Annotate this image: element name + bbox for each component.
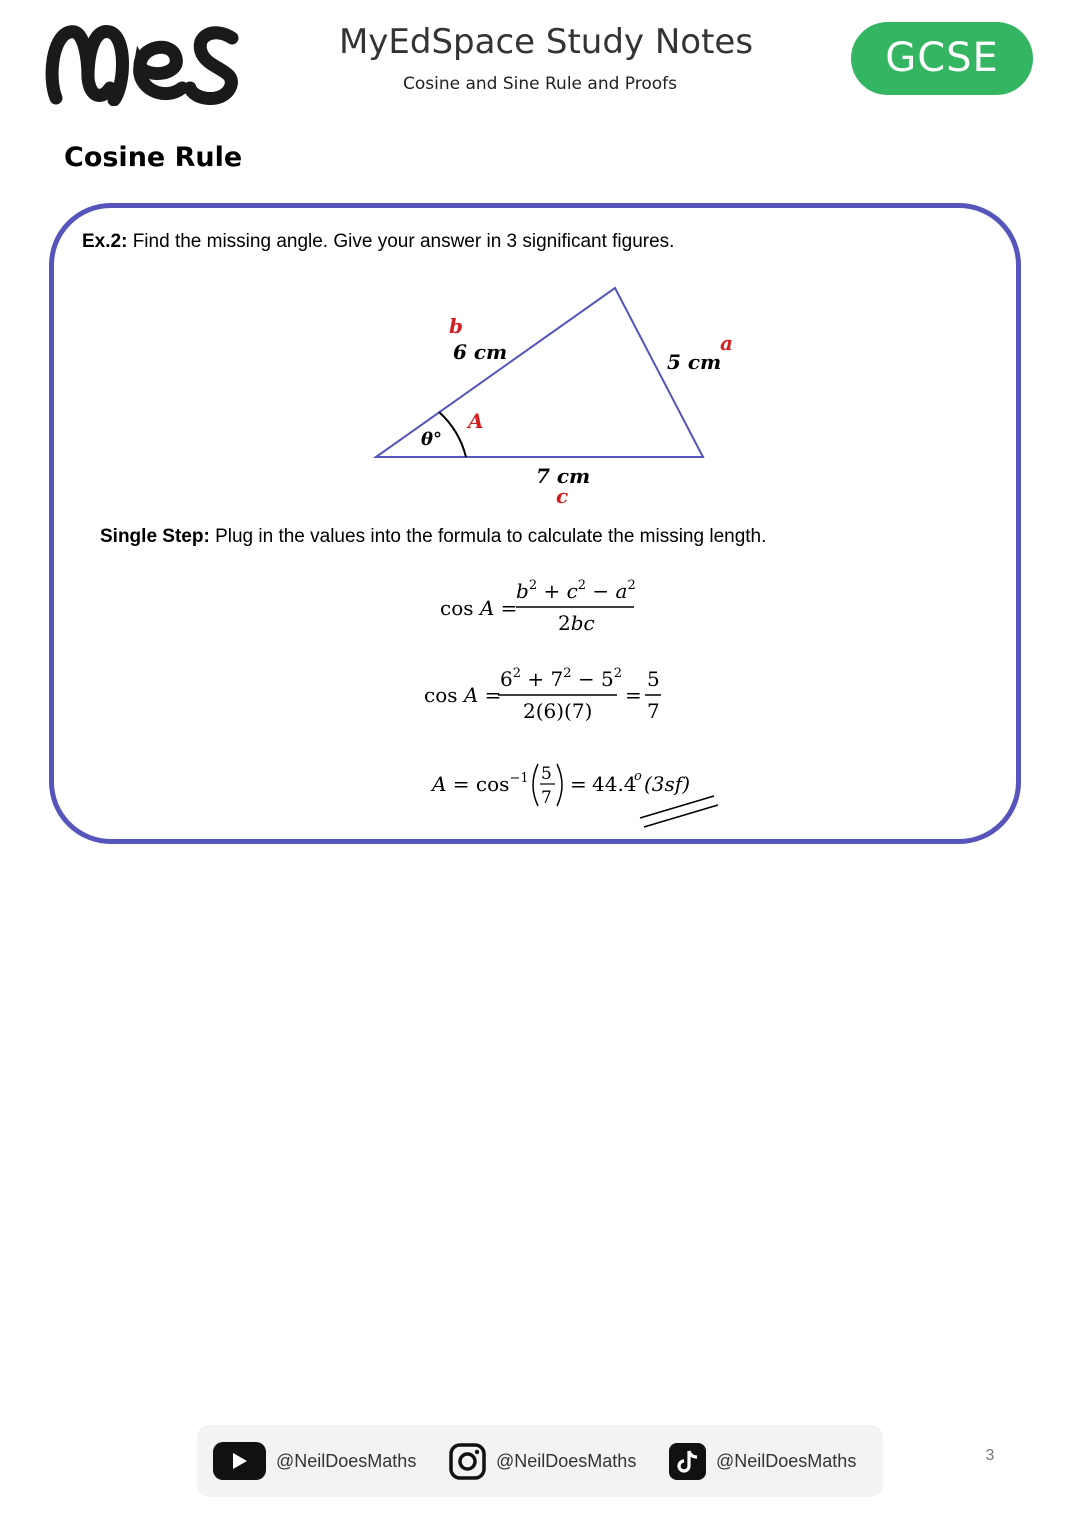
svg-text:2bc: 2bc xyxy=(558,611,595,635)
svg-text:2(6)(7): 2(6)(7) xyxy=(523,699,593,723)
svg-text:o: o xyxy=(634,769,642,784)
angle-label: A xyxy=(468,409,484,433)
page-title: MyEdSpace Study Notes xyxy=(338,22,754,62)
level-badge: GCSE xyxy=(851,22,1033,95)
side-c-label: c xyxy=(556,484,569,508)
side-b-label: b xyxy=(449,314,463,338)
svg-text:7: 7 xyxy=(541,788,552,808)
tiktok-icon xyxy=(669,1443,706,1480)
page-number: 3 xyxy=(985,1447,995,1464)
svg-text:62 + 72 − 52: $6^2 + 7^2 - 5^2$ xyxy=(500,666,622,691)
section-title: Cosine Rule xyxy=(64,142,243,173)
svg-text:b2 + c2 − a2: $b^2 + c^2 - a^2$ xyxy=(516,578,636,603)
instagram-link[interactable] xyxy=(449,1442,636,1480)
youtube-link[interactable] xyxy=(213,1442,416,1480)
step-label: Single Step: xyxy=(100,526,210,547)
side-a-length: 5 cm xyxy=(667,350,722,374)
svg-text:=: = xyxy=(570,772,587,796)
tiktok-link[interactable] xyxy=(669,1442,856,1480)
page-subtitle: Cosine and Sine Rule and Proofs xyxy=(402,74,678,94)
instagram-icon xyxy=(449,1443,486,1480)
example-card xyxy=(49,203,1021,844)
youtube-handle: @NeilDoesMaths xyxy=(276,1450,417,1471)
question-text: Find the missing angle. Give your answer in 3 significant figures. xyxy=(132,231,675,252)
instagram-handle: @NeilDoesMaths xyxy=(496,1450,637,1471)
answer-note: (3sf) xyxy=(644,772,690,796)
svg-text:7: 7 xyxy=(647,699,660,723)
youtube-icon xyxy=(213,1442,266,1480)
side-b-length: 6 cm xyxy=(453,340,508,364)
tiktok-handle: @NeilDoesMaths xyxy=(716,1450,857,1471)
example-label: Ex.2: xyxy=(82,231,128,252)
svg-text:5: 5 xyxy=(541,764,552,784)
step-text: Plug in the values into the formula to calculate the missing length. xyxy=(215,526,767,547)
side-a-label: a xyxy=(720,331,733,355)
angle-symbol: θ° xyxy=(421,429,443,450)
step-instruction xyxy=(100,526,766,548)
svg-text:A = cos−1: $A = \cos^{-1}$ xyxy=(432,771,529,796)
side-c-length: 7 cm xyxy=(536,464,591,488)
svg-text:5: 5 xyxy=(647,667,660,691)
svg-text:=: = xyxy=(625,683,642,707)
svg-text:cos A =: cos A = xyxy=(424,683,502,707)
svg-text:cos A =: cos A = xyxy=(440,596,518,620)
question xyxy=(82,231,674,253)
answer-value: 44.4 xyxy=(592,772,637,796)
